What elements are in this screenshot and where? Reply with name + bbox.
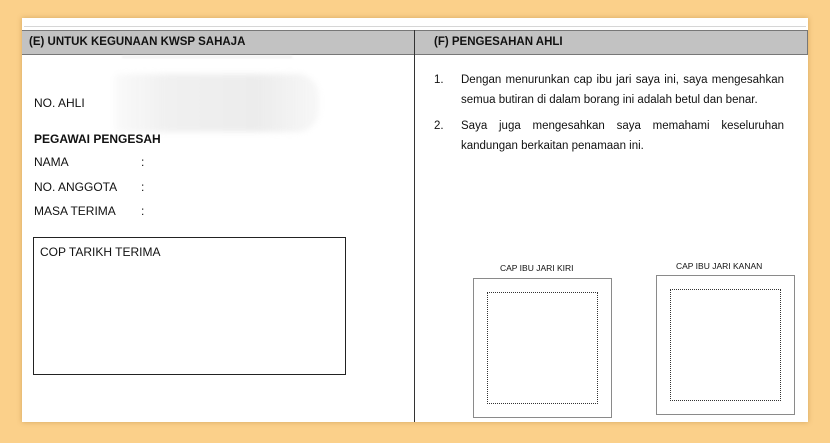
redaction-mark: [122, 56, 292, 58]
field-masa-terima-label: MASA TERIMA: [34, 204, 116, 218]
right-thumbprint-area: [670, 289, 781, 401]
declaration-item: [434, 70, 784, 110]
left-thumbprint-area: [487, 292, 598, 404]
declaration-text: Dengan menurunkan cap ibu jari saya ini, saya mengesahkan semua butiran di dalam borang ini adalah betul dan benar.: [461, 74, 784, 106]
section-header-row: [22, 30, 808, 55]
section-f-title: (F) PENGESAHAN AHLI: [434, 36, 563, 48]
field-nama-label: NAMA: [34, 155, 69, 169]
top-rule: [24, 26, 806, 27]
no-ahli-label: NO. AHLI: [34, 96, 85, 110]
declaration-number: 1.: [434, 74, 444, 86]
field-masa-terima-separator: :: [141, 204, 145, 218]
stamp-date-box: [33, 237, 346, 375]
declaration-number: 2.: [434, 120, 444, 132]
field-no-anggota-separator: :: [141, 180, 145, 194]
officer-heading: PEGAWAI PENGESAH: [34, 132, 161, 146]
declaration-list: [434, 70, 784, 162]
field-nama-separator: :: [141, 155, 145, 169]
left-thumb-label: CAP IBU JARI KIRI: [500, 263, 574, 273]
right-thumbprint-box: [656, 275, 795, 415]
declaration-text: Saya juga mengesahkan saya memahami keseluruhan kandungan berkaitan penamaan ini.: [461, 120, 784, 152]
right-thumb-label: CAP IBU JARI KANAN: [676, 261, 763, 271]
stamp-date-label: COP TARIKH TERIMA: [40, 245, 161, 259]
declaration-item: [434, 116, 784, 156]
header-right-border: [807, 30, 808, 55]
redacted-member-number: [114, 74, 319, 132]
section-e-title: (E) UNTUK KEGUNAAN KWSP SAHAJA: [29, 36, 246, 48]
field-no-anggota-label: NO. ANGGOTA: [34, 180, 118, 194]
form-sheet: [22, 18, 808, 422]
column-divider: [414, 30, 415, 422]
left-thumbprint-box: [473, 278, 612, 418]
